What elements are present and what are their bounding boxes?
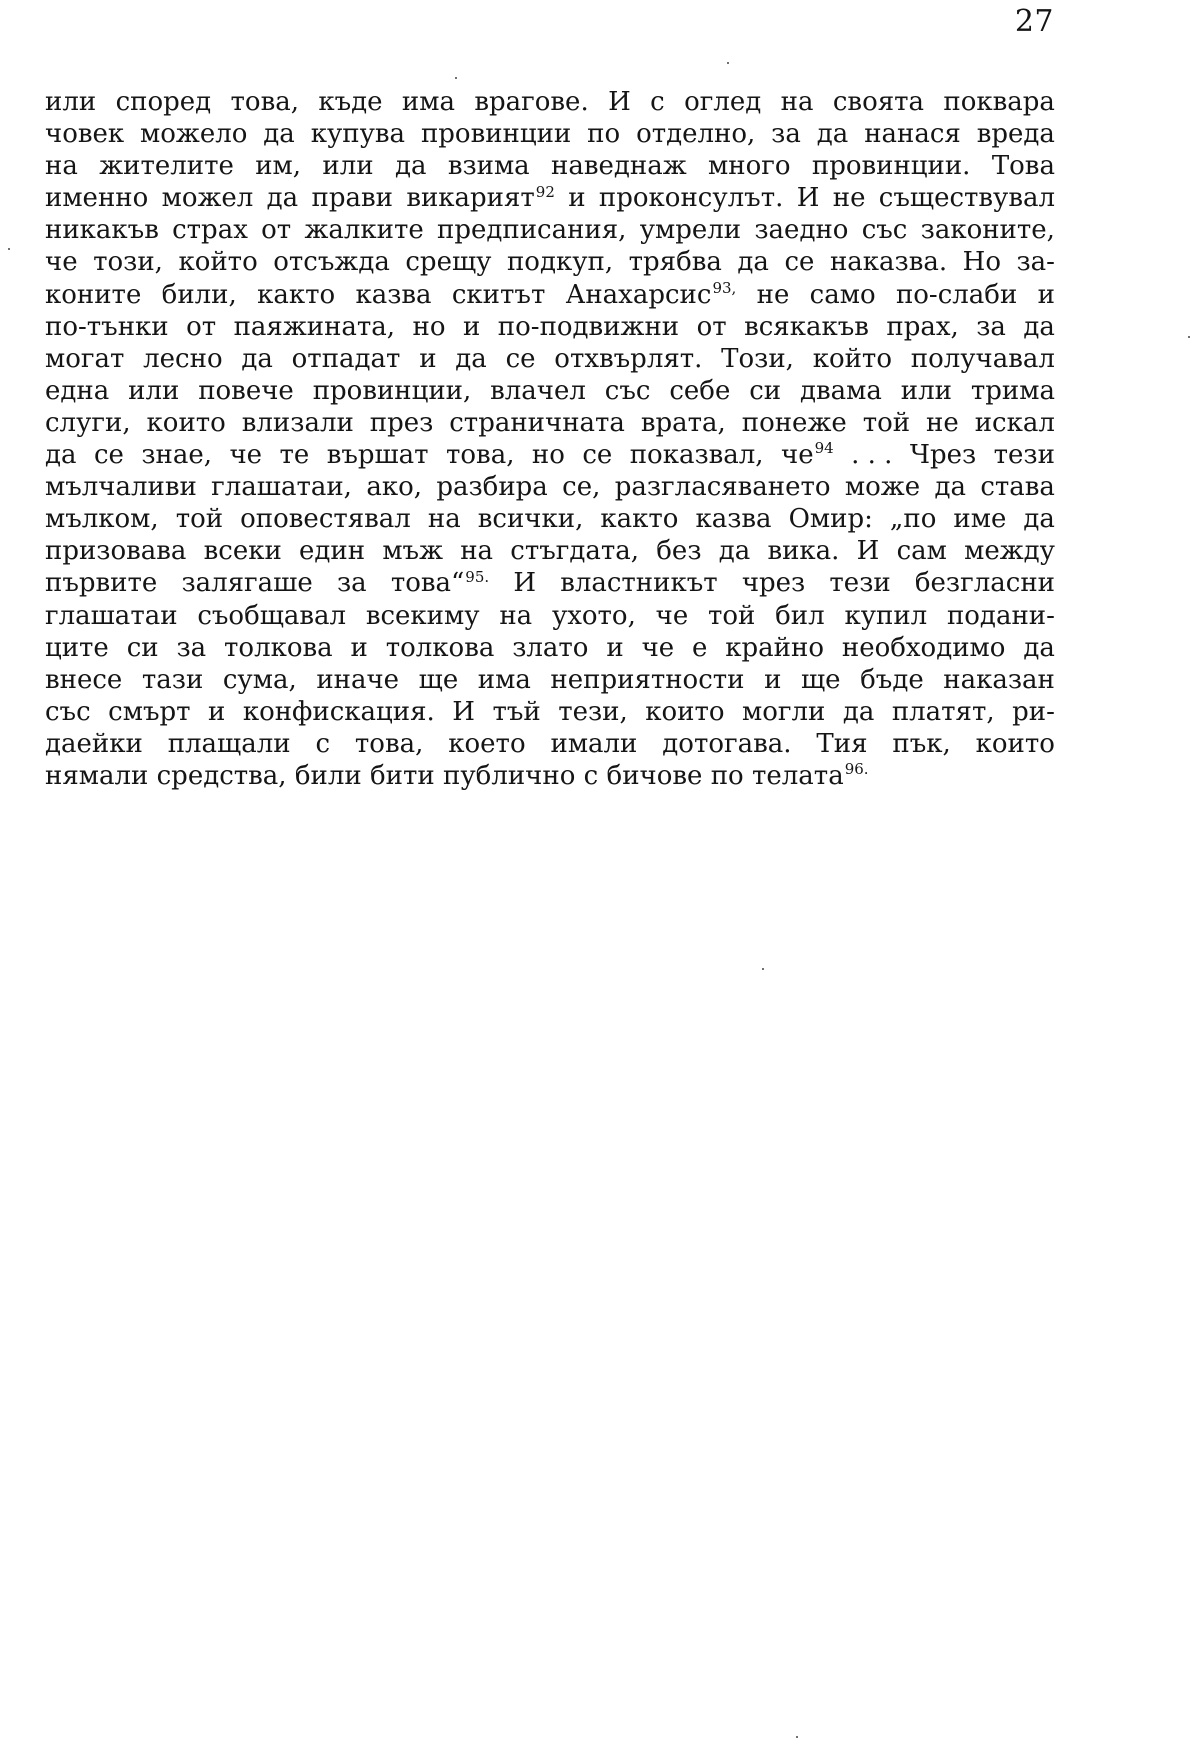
word: и <box>568 183 586 214</box>
word: ще <box>800 664 841 695</box>
word: да <box>263 119 295 150</box>
word: че <box>45 247 78 278</box>
word: понеже <box>741 407 847 438</box>
word-text: че <box>781 440 814 471</box>
word: необходимо <box>841 632 1006 663</box>
word: глашатаи, <box>211 472 352 503</box>
word: за <box>176 632 207 663</box>
word: да <box>45 440 77 471</box>
word: по <box>710 760 744 791</box>
word: да <box>394 151 427 182</box>
word: от <box>186 311 217 342</box>
word: който <box>178 247 258 278</box>
footnote-marker[interactable]: 93, <box>712 278 737 297</box>
word: бити <box>370 760 435 791</box>
word-text: Анахарсис <box>565 279 712 310</box>
word: отпадат <box>291 343 401 374</box>
word: но <box>531 440 565 471</box>
word: залягаше <box>181 568 313 599</box>
word: Тия <box>816 728 868 759</box>
word: влизали <box>241 407 354 438</box>
word: мъж <box>382 536 443 567</box>
word: никакъв <box>45 215 159 246</box>
word: врата, <box>640 407 726 438</box>
word: за- <box>1016 247 1055 278</box>
word: себе <box>669 375 731 406</box>
word: сам <box>896 536 947 567</box>
word: били, <box>161 279 237 310</box>
text-line <box>45 214 1055 246</box>
word: съществувал <box>878 183 1055 214</box>
print-speck <box>8 248 10 250</box>
word: толкова <box>385 632 495 663</box>
footnote-marker[interactable]: 94 <box>814 439 834 458</box>
word: да <box>816 119 849 150</box>
word: повече <box>198 375 294 406</box>
word: да <box>737 247 769 278</box>
word: даейки <box>45 728 143 759</box>
text-line <box>45 439 1055 471</box>
word: къде <box>318 87 383 117</box>
word: или <box>322 151 374 182</box>
word: платят, <box>891 696 995 727</box>
word: на <box>45 151 78 182</box>
word: на <box>427 504 461 535</box>
word: тъй <box>492 696 541 727</box>
word: тези <box>993 440 1055 471</box>
word <box>566 279 737 311</box>
word: той <box>708 600 756 631</box>
word: дотогава. <box>662 728 792 759</box>
word: крайно <box>725 632 824 663</box>
word: и <box>764 664 782 695</box>
word: и <box>462 311 481 342</box>
word: проконсулът. <box>598 183 784 214</box>
word: Това <box>991 151 1055 182</box>
word: всеки <box>203 536 282 567</box>
word: със <box>45 696 91 727</box>
word: Омир: <box>788 504 873 535</box>
print-speck <box>727 62 729 64</box>
word: да <box>455 343 487 374</box>
text-line <box>45 246 1055 278</box>
word: вика. <box>767 536 840 567</box>
word: с <box>315 728 331 759</box>
body-paragraph <box>45 86 1055 792</box>
word: провинции. <box>811 151 971 182</box>
word: да <box>1023 311 1055 342</box>
word: мълком, <box>45 504 159 535</box>
word: нанася <box>864 119 961 150</box>
word: с <box>650 87 665 117</box>
print-speck <box>455 77 457 79</box>
word: и <box>419 343 437 374</box>
word: лесно <box>143 343 223 374</box>
word: именно <box>45 183 149 214</box>
word: се <box>505 343 536 374</box>
word: както <box>600 504 679 535</box>
word: или <box>128 375 180 406</box>
word: тези, <box>558 696 628 727</box>
word: един <box>299 536 366 567</box>
word: провинции <box>420 119 572 150</box>
word: на <box>499 600 533 631</box>
print-speck <box>796 1736 798 1738</box>
word: имали <box>550 728 638 759</box>
word: бил <box>775 600 825 631</box>
print-speck <box>1188 336 1190 338</box>
word: страничната <box>449 407 625 438</box>
footnote-marker[interactable]: 96. <box>844 760 869 779</box>
print-speck <box>762 968 764 970</box>
word: можело <box>140 119 248 150</box>
text-line <box>45 86 1055 118</box>
word: със <box>861 215 908 246</box>
word: се, <box>562 472 601 503</box>
word: по-подвижни <box>497 311 680 342</box>
word-text: телата <box>752 760 844 791</box>
word: безгласни <box>914 568 1055 599</box>
word: мълчаливи <box>45 472 197 503</box>
word: казва <box>695 504 772 535</box>
word: оглед <box>684 87 762 117</box>
word: купува <box>310 119 406 150</box>
word: заедно <box>754 215 849 246</box>
word: трябва <box>628 247 722 278</box>
word: има <box>401 87 455 117</box>
word: наказан <box>943 664 1055 695</box>
word: или <box>900 375 952 406</box>
page-number: 27 <box>1014 4 1054 39</box>
word: получавал <box>910 343 1055 374</box>
word: които <box>975 728 1055 759</box>
word: но <box>412 311 446 342</box>
word: става <box>980 472 1055 503</box>
word: толкова <box>224 632 333 663</box>
text-line <box>45 760 1055 792</box>
word: или <box>45 87 97 117</box>
word: злато <box>512 632 589 663</box>
word: има <box>477 664 531 695</box>
word: бичове <box>606 760 703 791</box>
word: купил <box>844 600 928 631</box>
text-line <box>45 632 1055 664</box>
word: това, <box>446 440 515 471</box>
word: по-тънки <box>45 311 169 342</box>
word: ухото, <box>551 600 636 631</box>
word: човек <box>45 119 125 150</box>
word: от <box>696 311 727 342</box>
text-line <box>45 535 1055 567</box>
word: своята <box>832 87 925 117</box>
word: ри- <box>1012 696 1055 727</box>
word: бъде <box>860 664 924 695</box>
word: което <box>448 728 526 759</box>
word: да <box>1023 504 1055 535</box>
text-line <box>45 375 1055 407</box>
word: прах, <box>886 311 959 342</box>
text-line <box>45 567 1055 599</box>
word: това, <box>354 728 424 759</box>
word: между <box>964 536 1055 567</box>
word: оповестявал <box>240 504 411 535</box>
word: се <box>784 247 815 278</box>
word: призовава <box>45 536 187 567</box>
word: умрели <box>639 215 742 246</box>
word: да <box>241 343 273 374</box>
word: е <box>692 632 708 663</box>
word: внесе <box>45 664 123 695</box>
word: със <box>604 375 651 406</box>
text-line <box>45 343 1055 375</box>
word: не <box>832 183 866 214</box>
word: си <box>126 632 159 663</box>
word: той <box>175 504 224 535</box>
text-line <box>45 279 1055 311</box>
word: трима <box>970 375 1055 406</box>
word: които <box>645 696 725 727</box>
word: подани- <box>946 600 1055 631</box>
word: сума, <box>222 664 297 695</box>
text-line <box>45 118 1055 150</box>
word: можел <box>161 183 254 214</box>
word: се <box>93 440 124 471</box>
word: могат <box>45 343 125 374</box>
word: че <box>641 632 675 663</box>
word: нямали <box>45 760 149 791</box>
word: жалките <box>304 215 424 246</box>
word: по-слаби <box>895 279 1018 310</box>
word: чрез <box>741 568 806 599</box>
text-line <box>45 182 1055 214</box>
word-text: викарият <box>406 183 535 214</box>
word: първите <box>45 568 158 599</box>
word <box>406 182 555 214</box>
word: И <box>608 87 631 117</box>
word: и <box>350 632 368 663</box>
word: скитът <box>451 279 546 310</box>
word: че <box>229 440 263 471</box>
word: пък, <box>892 728 951 759</box>
word: законите, <box>920 215 1055 246</box>
word: име <box>953 504 1007 535</box>
text-line <box>45 503 1055 535</box>
word: съобщавал <box>197 600 347 631</box>
word: провинции, <box>312 375 472 406</box>
word: могли <box>741 696 826 727</box>
word <box>781 439 834 471</box>
word: не <box>926 407 959 438</box>
word: да <box>842 696 875 727</box>
word: се <box>582 440 613 471</box>
word: една <box>45 375 110 406</box>
word: ще <box>418 664 459 695</box>
word: тези <box>829 568 891 599</box>
word: Този, <box>721 343 794 374</box>
word: знае, <box>141 440 213 471</box>
word: И <box>796 183 820 214</box>
word: за <box>336 568 367 599</box>
word: от <box>261 215 292 246</box>
word: смърт <box>108 696 191 727</box>
word: прави <box>311 183 393 214</box>
word: двама <box>800 375 882 406</box>
word: И <box>452 696 475 727</box>
word: подкуп, <box>506 247 614 278</box>
word: И <box>856 536 880 567</box>
word: и <box>208 696 226 727</box>
word: ците <box>45 632 109 663</box>
word: взима <box>447 151 530 182</box>
word: властникът <box>560 568 718 599</box>
word: отхвърлят. <box>554 343 703 374</box>
word: разбира <box>436 472 548 503</box>
word: всякакъв <box>744 311 869 342</box>
word: неприятности <box>550 664 745 695</box>
text-line <box>45 600 1055 632</box>
word: паяжината, <box>233 311 396 342</box>
word: искал <box>974 407 1055 438</box>
word: Но <box>962 247 1001 278</box>
word: глашатаи <box>45 600 178 631</box>
word: им, <box>255 151 302 182</box>
word: отсъжда <box>273 247 390 278</box>
word: иначе <box>316 664 400 695</box>
word: да <box>934 472 966 503</box>
word: „по <box>889 504 937 535</box>
word: публично <box>443 760 576 791</box>
word: всички, <box>477 504 584 535</box>
text-line <box>45 664 1055 696</box>
text-line <box>45 696 1055 728</box>
word: вреда <box>976 119 1055 150</box>
word-text: това“ <box>390 568 465 599</box>
word <box>391 567 489 599</box>
word: казва <box>355 279 432 310</box>
text-line <box>45 311 1055 343</box>
word: срещу <box>405 247 492 278</box>
word: които <box>146 407 226 438</box>
word: влачел <box>490 375 586 406</box>
word: били <box>294 760 362 791</box>
word: показвал, <box>629 440 764 471</box>
word: коните <box>45 279 142 310</box>
word: с <box>583 760 599 791</box>
word: и <box>1037 279 1055 310</box>
word: и <box>606 632 624 663</box>
word: те <box>279 440 310 471</box>
word: който <box>812 343 892 374</box>
word: според <box>115 87 212 117</box>
word: наведнаж <box>551 151 687 182</box>
word: Чрез <box>909 440 977 471</box>
word: . . . <box>851 440 893 471</box>
word: да <box>1023 632 1055 663</box>
word: стъгдата, <box>510 536 640 567</box>
word: всекиму <box>365 600 480 631</box>
word: за <box>976 311 1006 342</box>
word: както <box>257 279 336 310</box>
word: по <box>587 119 621 150</box>
word: жителите <box>99 151 234 182</box>
word: конфискация. <box>242 696 435 727</box>
word: на <box>460 536 494 567</box>
word: че <box>655 600 689 631</box>
text-line <box>45 471 1055 503</box>
word: не <box>756 279 790 310</box>
word: този, <box>93 247 163 278</box>
word: вършат <box>326 440 429 471</box>
word: тази <box>141 664 204 695</box>
word: слуги, <box>45 407 131 438</box>
word: покварa <box>943 87 1055 117</box>
word: си <box>749 375 782 406</box>
word: отделно, <box>636 119 756 150</box>
text-line <box>45 407 1055 439</box>
word: може <box>844 472 921 503</box>
word: средства, <box>156 760 287 791</box>
footnote-marker[interactable]: 92 <box>535 182 555 201</box>
word: през <box>369 407 434 438</box>
word: за <box>771 119 801 150</box>
word: много <box>708 151 791 182</box>
word: ако, <box>366 472 422 503</box>
word: врагове. <box>474 87 589 117</box>
word: той <box>862 407 911 438</box>
word: да <box>718 536 751 567</box>
word <box>752 760 869 792</box>
word: страх <box>172 215 248 246</box>
text-line <box>45 150 1055 182</box>
word: на <box>780 87 814 117</box>
word: без <box>656 536 702 567</box>
word: предписания, <box>437 215 627 246</box>
word: това, <box>230 87 299 117</box>
word: наказва. <box>829 247 948 278</box>
word: да <box>266 183 299 214</box>
word: И <box>513 568 537 599</box>
footnote-marker[interactable]: 95. <box>465 567 490 586</box>
word: плащали <box>167 728 291 759</box>
word: разгласяването <box>614 472 831 503</box>
text-line <box>45 728 1055 760</box>
word: само <box>809 279 876 310</box>
